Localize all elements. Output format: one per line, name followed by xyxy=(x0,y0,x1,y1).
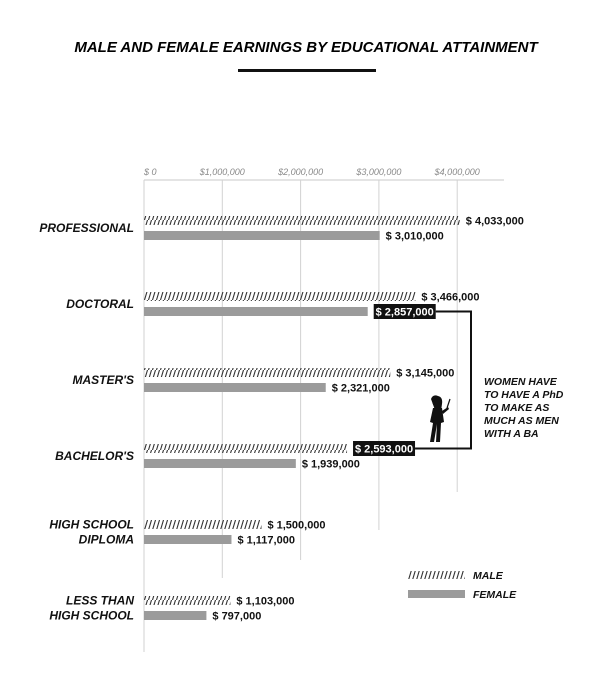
category-label xyxy=(39,221,134,235)
category-label xyxy=(72,373,134,387)
legend-male-label: MALE xyxy=(473,570,503,582)
title-underline xyxy=(238,69,376,72)
female-value-label: $ 1,117,000 xyxy=(237,534,295,547)
category-label xyxy=(55,449,134,463)
category-label-line: HIGH SCHOOL xyxy=(49,517,134,532)
male-value-label: $ 3,145,000 xyxy=(396,367,455,380)
male-bar xyxy=(144,216,460,225)
female-value-label: $ 797,000 xyxy=(212,610,262,623)
bars xyxy=(144,216,460,620)
female-value-label: $ 1,939,000 xyxy=(301,458,360,471)
male-bar xyxy=(144,444,347,453)
highlight-annotation xyxy=(415,312,564,449)
legend-male-swatch xyxy=(408,571,465,579)
highlight-note-line: MUCH AS MEN xyxy=(484,415,559,427)
category-label xyxy=(49,518,134,547)
legend-female-swatch xyxy=(408,590,465,598)
tick-label: $3,000,000 xyxy=(356,167,402,177)
female-value-label: $ 2,321,000 xyxy=(331,382,390,395)
highlight-note-line: WOMEN HAVE xyxy=(484,376,557,388)
male-bar xyxy=(144,520,261,529)
category-label xyxy=(66,297,134,311)
tick-label: $4,000,000 xyxy=(434,167,480,177)
male-value-label: $ 4,033,000 xyxy=(465,215,524,228)
graduate-silhouette-icon xyxy=(430,395,450,442)
category-label-line: PROFESSIONAL xyxy=(39,221,134,235)
male-bar xyxy=(144,596,230,605)
male-bar xyxy=(144,292,415,301)
female-value-label: $ 2,857,000 xyxy=(375,306,434,319)
female-value-label: $ 3,010,000 xyxy=(385,230,444,243)
female-bar xyxy=(144,383,326,392)
female-bar xyxy=(144,459,296,468)
category-label-line: DOCTORAL xyxy=(66,297,134,311)
female-bar xyxy=(144,535,231,544)
category-labels xyxy=(39,221,134,623)
highlight-note-line: WITH A BA xyxy=(484,428,539,440)
highlight-note-line: TO MAKE AS xyxy=(484,402,550,414)
tick-label: $ 0 xyxy=(144,167,157,177)
category-label-line: LESS THAN xyxy=(65,593,134,608)
female-bar xyxy=(144,611,206,620)
gridlines xyxy=(144,180,457,652)
legend xyxy=(408,570,517,601)
category-label-line: BACHELOR'S xyxy=(55,449,134,463)
category-label xyxy=(49,594,134,623)
tick-label: $1,000,000 xyxy=(199,167,245,177)
legend-female-label: FEMALE xyxy=(473,589,517,601)
female-bar xyxy=(144,231,380,240)
category-label-line: DIPLOMA xyxy=(78,532,134,547)
tick-label: $2,000,000 xyxy=(278,167,324,177)
value-labels xyxy=(212,216,524,623)
male-value-label: $ 1,500,000 xyxy=(267,519,326,532)
highlight-note xyxy=(484,376,564,440)
category-label-line: MASTER'S xyxy=(72,373,134,387)
chart-title: MALE AND FEMALE EARNINGS BY EDUCATIONAL ATTAINMENT xyxy=(74,39,538,56)
male-value-label: $ 3,466,000 xyxy=(421,291,480,304)
male-bar xyxy=(144,368,390,377)
category-label-line: HIGH SCHOOL xyxy=(49,608,134,623)
highlight-note-line: TO HAVE A PhD xyxy=(484,389,564,401)
highlight-connector xyxy=(415,312,471,449)
female-bar xyxy=(144,307,368,316)
tick-labels xyxy=(143,167,480,177)
male-value-label: $ 1,103,000 xyxy=(236,595,295,608)
male-value-label: $ 2,593,000 xyxy=(354,443,414,456)
